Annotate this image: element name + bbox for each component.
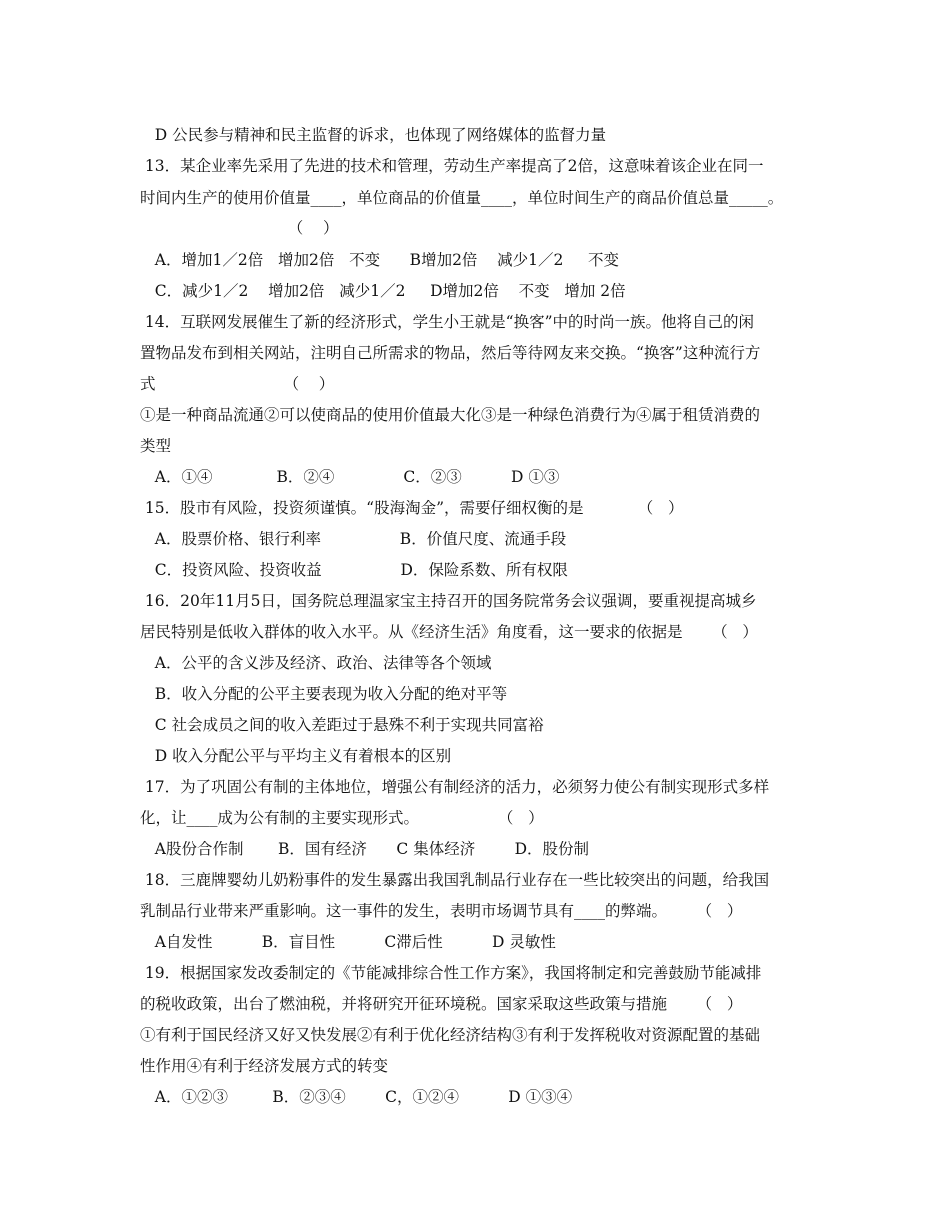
text-line: 13．某企业率先采用了先进的技术和管理，劳动生产率提高了2倍，这意味着该企业在同一 (140, 157, 764, 175)
text-line: 性作用④有利于经济发展方式的转变 (140, 1057, 389, 1075)
text-line: ①是一种商品流通②可以使商品的使用价值最大化③是一种绿色消费行为④属于租赁消费的 (140, 406, 761, 424)
text-line: A．股票价格、银行利率 B．价值尺度、流通手段 (140, 530, 567, 548)
text-line: 18．三鹿牌婴幼儿奶粉事件的发生暴露出我国乳制品行业存在一些比较突出的问题，给我国 (140, 871, 770, 889)
text-line: D 公民参与精神和民主监督的诉求，也体现了网络媒体的监督力量 (140, 126, 607, 144)
text-line: 14．互联网发展催生了新的经济形式，学生小王就是“换客”中的时尚一族。他将自己的闲 (140, 313, 755, 331)
text-line: 置物品发布到相关网站，注明自己所需求的物品，然后等待网友来交换。“换客”这种流行方 (140, 344, 761, 362)
text-line: 居民特别是低收入群体的收入水平。从《经济生活》角度看，这一要求的依据是 （ ） (140, 623, 758, 641)
text-line: （ ） (140, 219, 339, 237)
text-line: C．投资风险、投资收益 D．保险系数、所有权限 (140, 561, 568, 579)
text-line: 乳制品行业带来严重影响。这一事件的发生，表明市场调节具有____的弊端。 （ ） (140, 902, 743, 920)
text-line: C．减少1／2 增加2倍 减少1／2 D增加2倍 不变 增加 2倍 (140, 282, 626, 300)
text-line: A．公平的含义涉及经济、政治、法律等各个领域 (140, 654, 492, 672)
text-line: A．①②③ B．②③④ C，①②④ D ①③④ (140, 1088, 573, 1106)
text-line: 式 （ ） (140, 375, 335, 393)
text-line: 的税收政策，出台了燃油税，并将研究开征环境税。国家采取这些政策与措施 （ ） (140, 995, 743, 1013)
text-line: 类型 (140, 437, 172, 455)
text-line: 16．20年11月5日，国务院总理温家宝主持召开的国务院常务会议强调，要重视提高城乡 (140, 592, 757, 610)
text-line: C 社会成员之间的收入差距过于悬殊不利于实现共同富裕 (140, 716, 544, 734)
text-line: 化，让____成为公有制的主要实现形式。 （ ） (140, 809, 544, 827)
text-line: A股份合作制 B．国有经济 C 集体经济 D．股份制 (140, 840, 590, 858)
text-line: 时间内生产的使用价值量____，单位商品的价值量____，单位时间生产的商品价值总量_____。 (140, 189, 784, 207)
text-line: A．增加1／2倍 增加2倍 不变 B增加2倍 减少1／2 不变 (140, 251, 620, 269)
text-line: B．收入分配的公平主要表现为收入分配的绝对平等 (140, 685, 508, 703)
text-line: A．①④ B．②④ C．②③ D ①③ (140, 468, 560, 486)
text-line: D 收入分配公平与平均主义有着根本的区别 (140, 747, 452, 765)
text-line: 15．股市有风险，投资须谨慎。“股海淘金”，需要仔细权衡的是 （ ） (140, 499, 684, 517)
text-line: A自发性 B．盲目性 C滞后性 D 灵敏性 (140, 933, 556, 951)
text-line: 17．为了巩固公有制的主体地位，增强公有制经济的活力，必须努力使公有制实现形式多样 (140, 778, 770, 796)
text-line: ①有利于国民经济又好又快发展②有利于优化经济结构③有利于发挥税收对资源配置的基础 (140, 1026, 761, 1044)
text-line: 19．根据国家发改委制定的《节能减排综合性工作方案》，我国将制定和完善鼓励节能减排 (140, 964, 762, 982)
